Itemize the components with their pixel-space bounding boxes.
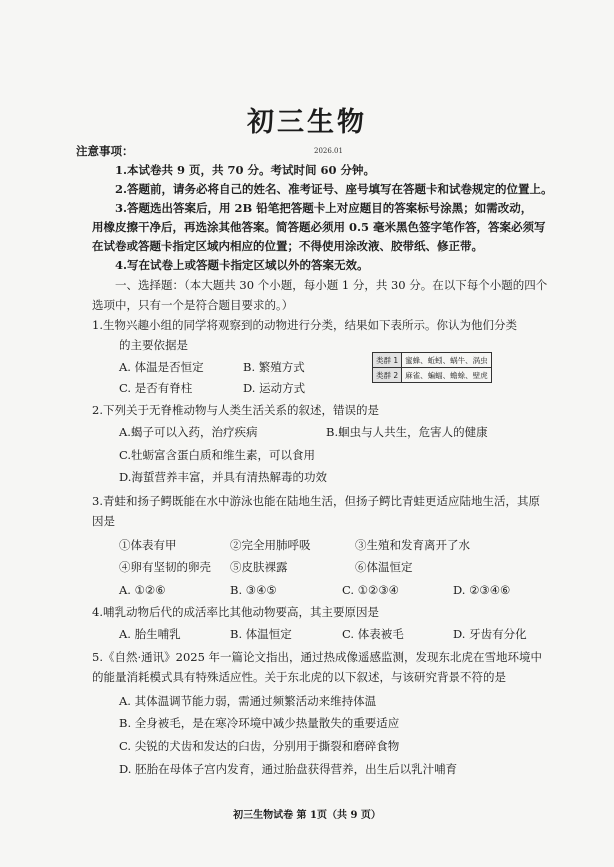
question-3-item: ④卵有坚韧的卵壳 bbox=[119, 560, 211, 574]
exam-date: 2026.01 bbox=[314, 147, 343, 155]
question-1-option-c: C. 是否有脊柱 bbox=[119, 381, 193, 395]
question-3-item: ②完全用肺呼吸 bbox=[230, 538, 311, 552]
table-cell: 类群 2 bbox=[373, 368, 402, 383]
question-4-option-b: B. 体温恒定 bbox=[230, 627, 292, 641]
question-3-item: ⑤皮肤裸露 bbox=[230, 560, 288, 574]
notice-item: 4.写在试卷上或答题卡指定区域以外的答案无效。 bbox=[115, 258, 369, 272]
question-3-option-c: C. ①②③④ bbox=[342, 583, 399, 597]
question-5-stem-cont: 的能量消耗模式具有特殊适应性。关于东北虎的以下叙述，与该研究背景不符的是 bbox=[92, 670, 506, 684]
table-row bbox=[373, 368, 492, 383]
question-2-stem: 2.下列关于无脊椎动物与人类生活关系的叙述，错误的是 bbox=[92, 403, 379, 417]
question-4-option-c: C. 体表被毛 bbox=[342, 627, 404, 641]
section-heading-cont: 选项中，只有一个是符合题目要求的。） bbox=[92, 298, 294, 312]
question-2-option-a: A.蝎子可以入药，治疗疾病 bbox=[119, 425, 258, 439]
question-3-option-d: D. ②③④⑥ bbox=[453, 583, 511, 597]
notice-item: 在试卷或答题卡指定区域内相应的位置；不得使用涂改液、胶带纸、修正带。 bbox=[92, 239, 483, 253]
question-5-option-a: A. 其体温调节能力弱，需通过频繁活动来维持体温 bbox=[119, 694, 377, 708]
question-5-option-c: C. 尖锐的犬齿和发达的臼齿，分别用于撕裂和磨碎食物 bbox=[119, 739, 400, 753]
question-3-stem: 3.青蛙和扬子鳄既能在水中游泳也能在陆地生活，但扬子鳄比青蛙更适应陆地生活，其原 bbox=[92, 494, 540, 508]
question-1-option-a: A. 体温是否恒定 bbox=[119, 360, 204, 374]
question-5-stem: 5.《自然·通讯》2025 年一篇论文指出，通过热成像遥感监测，发现东北虎在雪地环境中 bbox=[92, 650, 543, 664]
section-heading: 一、选择题：（本大题共 30 个小题，每小题 1 分，共 30 分。在以下每个小题的四个 bbox=[115, 278, 548, 292]
question-1-option-d: D. 运动方式 bbox=[243, 381, 306, 395]
question-1-option-b: B. 繁殖方式 bbox=[243, 360, 305, 374]
question-4-option-a: A. 胎生哺乳 bbox=[119, 627, 181, 641]
question-4-option-d: D. 牙齿有分化 bbox=[453, 627, 527, 641]
question-3-option-a: A. ①②⑥ bbox=[119, 583, 166, 597]
classification-table bbox=[372, 352, 492, 383]
question-2-option-d: D.海蜇营养丰富，并具有清热解毒的功效 bbox=[119, 470, 327, 484]
table-cell: 蜜蜂、蚯蚓、蜗牛、涡虫 bbox=[402, 353, 492, 368]
notice-item: 用橡皮擦干净后，再选涂其他答案。简答题必须用 0.5 毫米黑色签字笔作答，答案必须写 bbox=[92, 220, 546, 234]
page-title: 初三生物 bbox=[247, 107, 367, 138]
question-2-option-c: C.牡蛎富含蛋白质和维生素，可以食用 bbox=[119, 448, 316, 462]
question-3-item: ③生殖和发育离开了水 bbox=[355, 538, 470, 552]
page-footer: 初三生物试卷 第 1页（共 9 页） bbox=[233, 810, 381, 821]
question-3-stem-cont: 因是 bbox=[92, 514, 115, 528]
question-3-item: ⑥体温恒定 bbox=[355, 560, 413, 574]
question-3-option-b: B. ③④⑤ bbox=[230, 583, 277, 597]
question-5-option-b: B. 全身被毛，是在寒冷环境中减少热量散失的重要适应 bbox=[119, 716, 400, 730]
table-row bbox=[373, 353, 492, 368]
question-1-stem-cont: 的主要依据是 bbox=[119, 338, 188, 352]
notice-item: 2.答题前，请务必将自己的姓名、准考证号、座号填写在答题卡和试卷规定的位置上。 bbox=[115, 182, 553, 196]
question-4-stem: 4.哺乳动物后代的成活率比其他动物要高，其主要原因是 bbox=[92, 605, 379, 619]
question-3-item: ①体表有甲 bbox=[119, 538, 177, 552]
table-cell: 麻雀、蝙蝠、蟾蜍、壁虎 bbox=[402, 368, 492, 383]
notice-heading: 注意事项： bbox=[76, 144, 134, 158]
question-1-stem: 1.生物兴趣小组的同学将观察到的动物进行分类，结果如下表所示。你认为他们分类 bbox=[92, 318, 517, 332]
question-2-option-b: B.蛔虫与人共生，危害人的健康 bbox=[326, 425, 488, 439]
notice-item: 3.答题选出答案后，用 2B 铅笔把答题卡上对应题目的答案标号涂黑；如需改动， bbox=[115, 201, 533, 215]
table-cell: 类群 1 bbox=[373, 353, 402, 368]
notice-item: 1.本试卷共 9 页，共 70 分。考试时间 60 分钟。 bbox=[115, 163, 376, 177]
question-5-option-d: D. 胚胎在母体子宫内发育，通过胎盘获得营养，出生后以乳汁哺育 bbox=[119, 762, 458, 776]
